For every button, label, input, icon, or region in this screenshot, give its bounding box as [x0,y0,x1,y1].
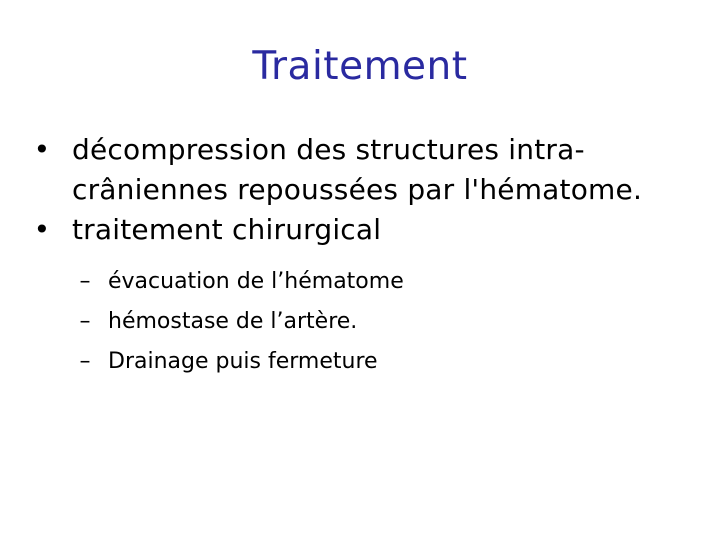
bullet-item [32,210,702,250]
slide-title: Traitement [252,44,468,89]
sub-bullet-text: évacuation de l’hématome [108,269,404,294]
bullet-item [32,130,702,210]
sub-bullet-marker: – [79,349,91,374]
sub-bullet-item [72,262,702,302]
sub-bullet-marker: – [79,269,91,294]
bullet-text: décompression des structures intra-crâniennes repoussées par l'hématome. [72,133,643,206]
sub-bullet-item [72,302,702,342]
sub-bullet-item [72,342,702,382]
bullet-list [32,130,702,382]
bullet-marker: • [33,213,51,246]
sub-bullet-text: hémostase de l’artère. [108,309,358,334]
bullet-marker: • [33,133,51,166]
sub-bullet-text: Drainage puis fermeture [108,349,378,374]
bullet-text: traitement chirurgical [72,213,382,246]
sub-bullet-marker: – [79,309,91,334]
sub-bullet-list [72,262,702,382]
